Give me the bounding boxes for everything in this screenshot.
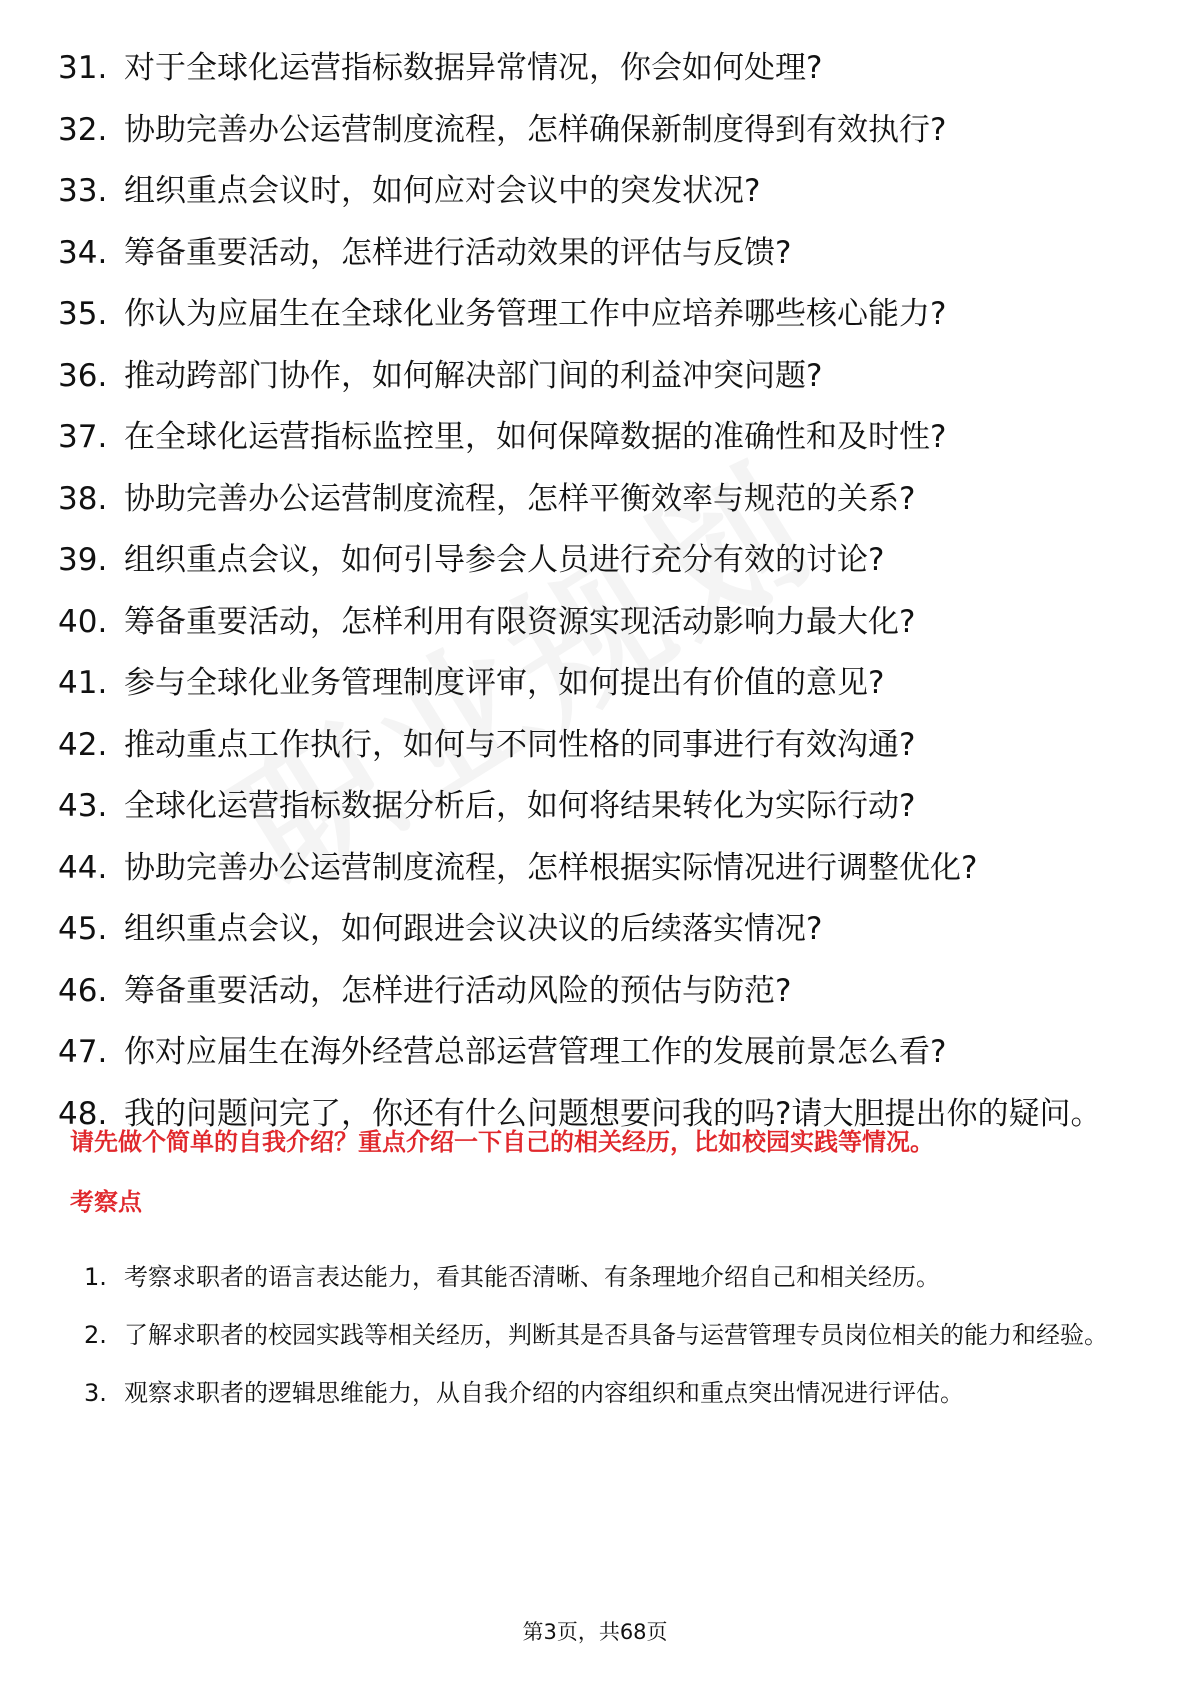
question-item xyxy=(58,971,1118,1011)
point-number: 2. xyxy=(84,1321,107,1349)
question-number: 39. xyxy=(58,542,108,578)
question-item xyxy=(58,356,1118,396)
question-text: 协助完善办公运营制度流程，怎样确保新制度得到有效执行? xyxy=(124,111,947,148)
point-text: 考察求职者的语言表达能力，看其能否清晰、有条理地介绍自己和相关经历。 xyxy=(124,1263,940,1291)
question-number: 43. xyxy=(58,788,108,824)
question-number: 32. xyxy=(58,111,108,148)
intro-question: 请先做个简单的自我介绍？重点介绍一下自己的相关经历，比如校园实践等情况。 xyxy=(70,1128,934,1156)
question-item xyxy=(58,417,1118,457)
question-number: 41. xyxy=(58,665,108,701)
question-text: 推动跨部门协作，如何解决部门间的利益冲突问题? xyxy=(124,357,823,394)
question-text: 我的问题问完了，你还有什么问题想要问我的吗?请大胆提出你的疑问。 xyxy=(124,1095,1102,1132)
question-item xyxy=(58,233,1118,273)
question-text: 组织重点会议，如何跟进会议决议的后续落实情况? xyxy=(124,911,823,947)
question-number: 40. xyxy=(58,603,108,640)
question-text: 筹备重要活动，怎样利用有限资源实现活动影响力最大化? xyxy=(124,603,916,640)
question-text: 组织重点会议，如何引导参会人员进行充分有效的讨论? xyxy=(124,542,885,578)
question-text: 全球化运营指标数据分析后，如何将结果转化为实际行动? xyxy=(124,788,916,824)
question-text: 组织重点会议时，如何应对会议中的突发状况? xyxy=(124,173,761,209)
question-number: 36. xyxy=(58,357,108,394)
question-text: 协助完善办公运营制度流程，怎样平衡效率与规范的关系? xyxy=(124,480,916,517)
question-item xyxy=(58,171,1118,211)
question-number: 45. xyxy=(58,911,108,947)
assessment-point xyxy=(84,1366,1114,1420)
question-text: 推动重点工作执行，如何与不同性格的同事进行有效沟通? xyxy=(124,726,916,763)
question-number: 46. xyxy=(58,972,108,1009)
question-number: 38. xyxy=(58,480,108,517)
question-item xyxy=(58,294,1118,334)
question-item xyxy=(58,110,1118,150)
question-item xyxy=(58,848,1118,888)
question-number: 48. xyxy=(58,1095,108,1132)
question-number: 37. xyxy=(58,419,108,455)
question-text: 筹备重要活动，怎样进行活动风险的预估与防范? xyxy=(124,972,792,1009)
question-number: 44. xyxy=(58,849,108,886)
question-text: 筹备重要活动，怎样进行活动效果的评估与反馈? xyxy=(124,234,792,271)
assessment-points-list xyxy=(84,1250,1114,1424)
question-item xyxy=(58,786,1118,826)
point-text: 了解求职者的校园实践等相关经历，判断其是否具备与运营管理专员岗位相关的能力和经验。 xyxy=(124,1321,1108,1349)
question-item xyxy=(58,602,1118,642)
question-list xyxy=(58,48,1118,1155)
question-number: 31. xyxy=(58,50,108,86)
assessment-point xyxy=(84,1308,1114,1362)
section-title: 考察点 xyxy=(70,1188,142,1216)
question-item xyxy=(58,540,1118,580)
question-text: 在全球化运营指标监控里，如何保障数据的准确性和及时性? xyxy=(124,419,947,455)
point-number: 3. xyxy=(84,1379,107,1407)
question-number: 33. xyxy=(58,173,108,209)
question-number: 35. xyxy=(58,296,108,332)
question-number: 34. xyxy=(58,234,108,271)
question-item xyxy=(58,48,1118,88)
question-text: 你对应届生在海外经营总部运营管理工作的发展前景怎么看? xyxy=(124,1034,947,1070)
question-number: 42. xyxy=(58,726,108,763)
question-item xyxy=(58,663,1118,703)
assessment-point xyxy=(84,1250,1114,1304)
question-text: 你认为应届生在全球化业务管理工作中应培养哪些核心能力? xyxy=(124,296,947,332)
question-text: 对于全球化运营指标数据异常情况，你会如何处理? xyxy=(124,50,823,86)
question-text: 协助完善办公运营制度流程，怎样根据实际情况进行调整优化? xyxy=(124,849,978,886)
question-item xyxy=(58,479,1118,519)
question-item xyxy=(58,725,1118,765)
page-footer: 第3页，共68页 xyxy=(522,1620,668,1644)
point-text: 观察求职者的逻辑思维能力，从自我介绍的内容组织和重点突出情况进行评估。 xyxy=(124,1379,964,1407)
question-text: 参与全球化业务管理制度评审，如何提出有价值的意见? xyxy=(124,665,885,701)
question-item xyxy=(58,1032,1118,1072)
question-item xyxy=(58,909,1118,949)
question-number: 47. xyxy=(58,1034,108,1070)
point-number: 1. xyxy=(84,1263,107,1291)
